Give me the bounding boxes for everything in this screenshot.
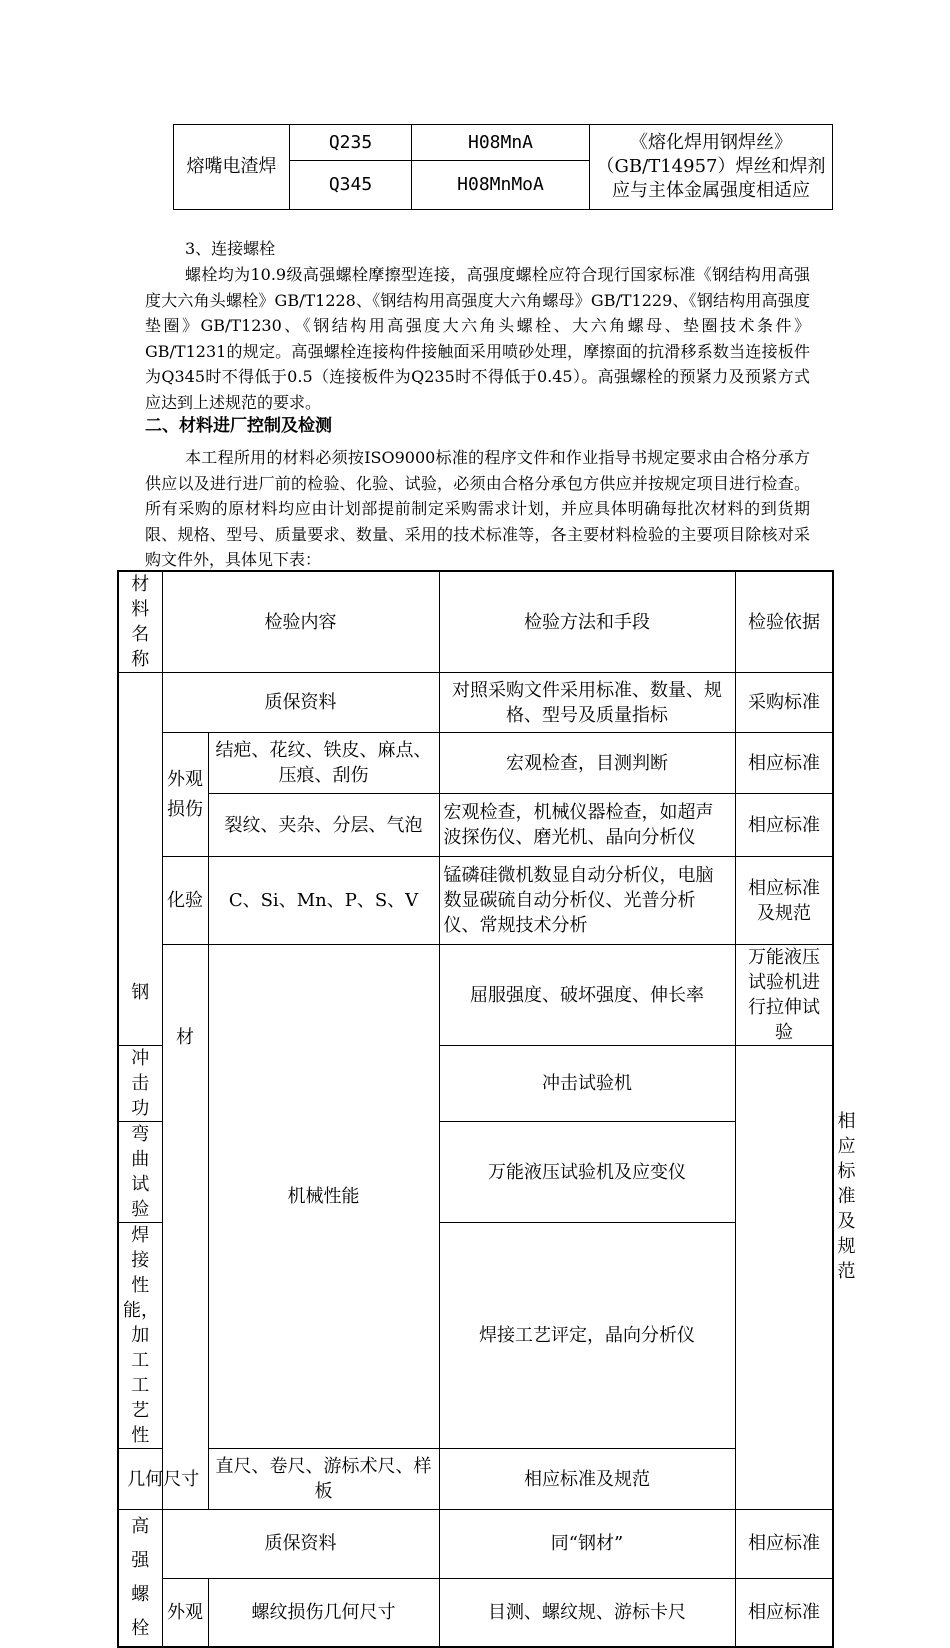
- chemical-content: C、Si、Mn、P、S、V: [208, 857, 439, 945]
- bolts-heading: 3、连接螺栓: [185, 239, 276, 258]
- steel-quality-method: 对照采购文件采用标准、数量、规格、型号及质量指标: [439, 673, 735, 733]
- header-method: 检验方法和手段: [439, 571, 735, 673]
- bolts-paragraph: 螺栓均为10.9级高强螺栓摩擦型连接，高强度螺栓应符合现行国家标准《钢结构用高强度大六角头螺栓》GB/T1228、《钢结构用高强度大六角螺母》GB/T1229、《钢结构用高强度垫圈》GB/T1230、《钢结构用高强度大六角头螺栓、大六角螺母、垫圈技术条件》GB/T1231的规定。高强螺栓连接构件接触面采用喷砂处理，摩擦面的抗滑移系数当连接板件为Q345时不得低于0.5（连接板件为Q235时不得低于0.45）。高强螺栓的预紧力及预紧方式应达到上述规范的要求。: [145, 265, 810, 412]
- steel-name-bottom: 材: [162, 945, 208, 1510]
- material-paragraph: 本工程所用的材料必须按ISO9000标准的程序文件和作业指导书规定要求由合格分承方供应以及进行进厂前的检验、化验、试验，必须由合格分承包方供应并按规定项目进行检查。所有采购的原材料均应由计划部提前制定采购需求计划，并应具体明确每批次材料的到货期限、规格、型号、质量要求、数量、采用的技术标准等，各主要材料检验的主要项目除核对采购文件外，具体见下表：: [145, 448, 810, 569]
- section-heading: 二、材料进厂控制及检测: [145, 416, 332, 436]
- header-content: 检验内容: [162, 571, 439, 673]
- appearance-method: 宏观检查，机械仪器检查，如超声波探伤仪、磨光机、晶向分析仪: [439, 794, 735, 857]
- bolts-quality-method: 同“钢材”: [439, 1510, 735, 1579]
- steel-quality-content: 质保资料: [162, 673, 439, 733]
- appearance-basis: 相应标准: [735, 794, 833, 857]
- appearance-method: 宏观检查，目测判断: [439, 733, 735, 794]
- geometry-content: 几何尺寸: [118, 1449, 208, 1510]
- mechanical-content: 弯曲试验: [118, 1122, 162, 1223]
- wire-cell: H08MnMoA: [412, 161, 590, 210]
- mechanical-method: 焊接工艺评定，晶向分析仪: [439, 1223, 735, 1449]
- appearance-basis: 相应标准: [735, 733, 833, 794]
- bolts-appearance-content: 螺纹损伤几何尺寸: [208, 1578, 439, 1647]
- mechanical-method: 冲击试验机: [439, 1046, 735, 1122]
- bolts-appearance-basis: 相应标准: [735, 1578, 833, 1647]
- material-cell: Q345: [290, 161, 412, 210]
- bolts-name: 高强螺栓: [118, 1510, 162, 1648]
- appearance-content: 裂纹、夹杂、分层、气泡: [208, 794, 439, 857]
- welding-method-cell: 熔嘴电渣焊: [174, 125, 290, 210]
- mechanical-content: 冲击功: [118, 1046, 162, 1122]
- header-basis: 检验依据: [735, 571, 833, 673]
- chemical-method: 锰磷硅微机数显自动分析仪，电脑数显碳硫自动分析仪、光普分析仪、常规技术分析: [439, 857, 735, 945]
- geometry-method: 直尺、卷尺、游标术尺、样板: [208, 1449, 439, 1510]
- mechanical-method: 万能液压试验机进行拉伸试验: [735, 945, 833, 1046]
- chemical-group: 化验: [162, 857, 208, 945]
- appearance-content: 结疤、花纹、铁皮、麻点、压痕、刮伤: [208, 733, 439, 794]
- header-material: 材料名称: [118, 571, 162, 673]
- mechanical-method: 万能液压试验机及应变仪: [439, 1122, 735, 1223]
- appearance-group: 外观损伤: [162, 733, 208, 857]
- bolts-appearance-group: 外观: [162, 1578, 208, 1647]
- steel-name-top: 钢: [118, 673, 162, 1046]
- mechanical-content: 焊接性能，加工工艺性: [118, 1223, 162, 1449]
- mechanical-group: 机械性能: [208, 945, 439, 1449]
- wire-cell: H08MnA: [412, 125, 590, 161]
- welding-table: [173, 124, 833, 210]
- geometry-basis: 相应标准及规范: [439, 1449, 735, 1510]
- steel-quality-basis: 采购标准: [735, 673, 833, 733]
- material-cell: Q235: [290, 125, 412, 161]
- bolts-quality-basis: 相应标准: [735, 1510, 833, 1579]
- mechanical-content: 屈服强度、破坏强度、伸长率: [439, 945, 735, 1046]
- bolts-quality-content: 质保资料: [162, 1510, 439, 1579]
- chemical-basis: 相应标准及规范: [735, 857, 833, 945]
- standard-cell: 《熔化焊用钢焊丝》（GB/T14957）焊丝和焊剂应与主体金属强度相适应: [590, 125, 833, 210]
- bolts-appearance-method: 目测、螺纹规、游标卡尺: [439, 1578, 735, 1647]
- inspection-table: 材料名称 检验内容 检验方法和手段 检验依据 钢 质保资料 对照采购文件采用标准、数量、规格、型号及质量指标 采购标准 外观损伤 结疤、花纹、铁皮、麻点、压痕、刮伤 宏观检查，目测判断 相应标准 裂纹、夹杂、分层、气泡 宏观检查，机械仪器检查，如超声波探伤仪、磨光机、晶向分析仪 相应标准 化验 C、Si、Mn、P、S、V 锰磷硅微机数显自动分析仪，电脑数显碳硫自动分析仪、光普分析仪、常规技术分析 相应标准及规范 材 机械性能 屈服强度、破坏强度、伸长率 万能液压试验机进行拉伸试验 相应标准及规范 冲击功 冲击试验机 弯曲试验 万能液压试验机及应变仪 焊接性能，加工工艺性 焊接工艺评定，晶向分析仪 几何尺寸 直尺、卷尺、游标术尺、样板 相应标准及规范 高强螺栓 质保资料 同“钢材” 相应标准 外观 螺纹损伤几何尺寸 目测、螺纹规、游标卡尺 相应标准: [117, 570, 834, 1648]
